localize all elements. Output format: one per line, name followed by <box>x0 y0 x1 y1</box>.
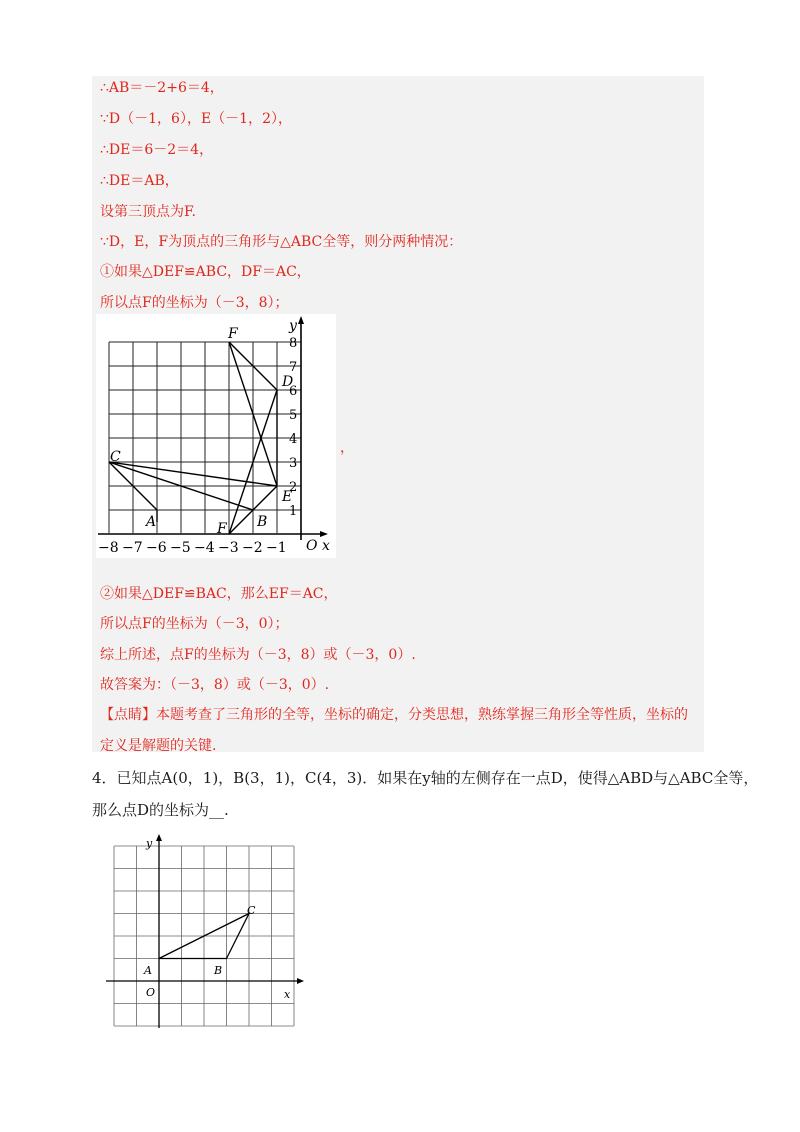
point-label-A: A <box>144 964 152 977</box>
x-tick-label: −5 <box>170 540 191 556</box>
solution-line: ②如果△DEF≌BAC，那么EF＝AC， <box>100 586 338 602</box>
y-tick-label: 4 <box>289 432 298 447</box>
y-tick-label: 6 <box>289 384 298 399</box>
solution-line: 定义是解题的关键. <box>100 738 217 754</box>
solution-line: 所以点F的坐标为（－3，8）； <box>100 295 289 311</box>
y-axis-arrow <box>298 316 304 324</box>
solution-line: ①如果△DEF≌ABC，DF＝AC， <box>100 264 311 280</box>
solution-line: ∵D（－1，6），E（－1，2）， <box>100 111 292 127</box>
point-label-F-top: F <box>228 326 238 342</box>
solution-line: 故答案为：（－3，8）或（－3，0）. <box>100 677 330 693</box>
question-text: 4．已知点A(0，1)，B(3，1)，C(4，3)．如果在y轴的左侧存在一点D，使得△ABD与△ABC全等， <box>92 769 759 787</box>
solution-line: 【点睛】本题考查了三角形的全等，坐标的确定，分类思想，熟练掌握三角形全等性质，坐标的 <box>100 707 688 723</box>
x-tick-label: −8 <box>98 540 119 556</box>
point-label-A: A <box>146 514 157 530</box>
x-axis-label: x <box>284 988 291 1001</box>
y-axis-arrow <box>156 834 162 841</box>
point-label-B: B <box>257 514 268 530</box>
solution-line: ∴AB＝－2+6＝4， <box>100 80 224 96</box>
x-tick-label: −7 <box>122 540 143 556</box>
origin-label: O <box>146 986 156 999</box>
x-tick-labels <box>98 540 287 556</box>
coordinate-figure-2 <box>104 832 316 1038</box>
x-tick-label: −4 <box>194 540 215 556</box>
point-label-D: D <box>282 374 294 390</box>
x-tick-label: −1 <box>266 540 287 556</box>
y-axis-label: y <box>289 318 297 334</box>
solution-line: ∴DE＝6－2＝4， <box>100 142 214 158</box>
x-axis-arrow <box>297 978 304 984</box>
x-tick-label: −3 <box>218 540 239 556</box>
solution-line: 综上所述，点F的坐标为（－3，8）或（－3，0）. <box>100 647 416 663</box>
y-tick-label: 7 <box>289 360 298 375</box>
solution-line: ∴DE＝AB， <box>100 173 179 189</box>
solution-line: ∵D，E，F为顶点的三角形与△ABC全等，则分两种情况： <box>100 234 463 250</box>
point-label-C: C <box>247 904 256 917</box>
grid-svg-2 <box>104 832 316 1038</box>
y-tick-label: 8 <box>289 336 298 351</box>
point-label-B: B <box>214 964 223 977</box>
coordinate-figure-1 <box>96 314 336 558</box>
grid-svg-1 <box>96 314 336 558</box>
y-tick-label: 3 <box>289 456 298 471</box>
y-tick-label: 1 <box>289 504 298 519</box>
x-tick-label: −2 <box>242 540 263 556</box>
solution-line: 所以点F的坐标为（－3，0）； <box>100 616 289 632</box>
stray-mark: ， <box>340 440 354 456</box>
x-tick-label: −6 <box>146 540 167 556</box>
solution-line: 设第三顶点为F. <box>100 204 196 220</box>
y-axis-label: y <box>146 837 153 850</box>
point-label-E: E <box>282 489 293 505</box>
origin-label: O <box>306 538 318 554</box>
x-axis-label: x <box>322 538 330 554</box>
y-tick-label: 5 <box>289 408 298 423</box>
question-text: 那么点D的坐标为__. <box>92 801 229 819</box>
y-tick-label: 2 <box>289 480 298 495</box>
point-label-F-bottom: F <box>217 521 227 537</box>
x-axis-arrow <box>320 531 328 537</box>
point-label-C: C <box>110 449 121 465</box>
